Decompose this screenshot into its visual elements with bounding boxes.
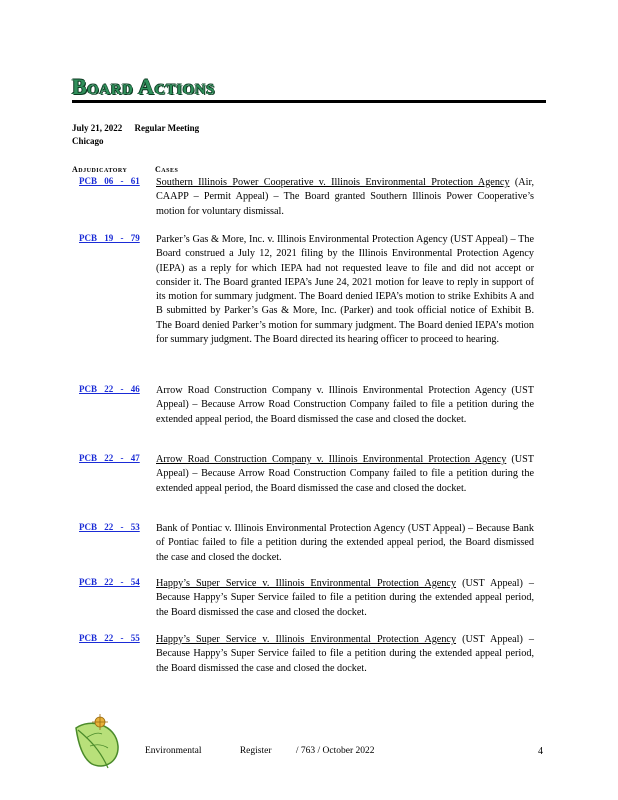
adjudicatory-heading: Adjudicatory [72, 165, 128, 174]
footer-issue: / 763 / October 2022 [295, 746, 375, 756]
footer-publication-name: Environmental [145, 746, 202, 756]
page-number: 4 [538, 746, 543, 757]
meeting-info [72, 122, 199, 148]
title-rule [72, 100, 546, 103]
case-description [156, 522, 534, 565]
case-description [156, 633, 534, 676]
page-title: Board Actions [72, 74, 216, 99]
case-caption: Happy’s Super Service v. Illinois Environmental Protection Agency [156, 578, 457, 589]
case-detail: Parker’s Gas & More, Inc. v. Illinois Environmental Protection Agency (UST Appeal) – The Board construed a July 12, 2021 filing by the Illinois Environmental Protection Agency (IEPA) as a reply for which IEPA had not requested leave to file and did not accept or consider it. The Board granted IEPA’s June 24, 2021 motion for leave to reply in support of its motion for summary judgment. The Board denied IEPA’s motion to strike Exhibits A and B submitted by Parker’s Gas & More, Inc. (Parker) and took official notice of Exhibit B. The Board denied Parker’s motion for summary judgment. The Board denied IEPA’s motion for summary judgment. The Board directed its hearing officer to proceed to hearing. [156, 234, 534, 346]
case-description [156, 233, 534, 347]
meeting-date: July 21, 2022 [72, 123, 123, 133]
case-caption: Happy’s Super Service v. Illinois Environmental Protection Agency [156, 634, 457, 645]
case-description [156, 577, 534, 620]
case-detail: Bank of Pontiac v. Illinois Environmental Protection Agency (UST Appeal) – Because Bank of Pontiac failed to file a petition during the extended appeal period, the Board dismissed the case and closed the docket. [156, 523, 534, 563]
case-caption: Arrow Road Construction Company v. Illinois Environmental Protection Agency [156, 454, 507, 465]
case-number-link[interactable]: PCB 22 - 54 [79, 577, 140, 587]
case-detail: Arrow Road Construction Company v. Illinois Environmental Protection Agency (UST Appeal) – Because Arrow Road Construction Company failed to file a petition during the extended appeal period, the Board dismissed the case and closed the docket. [156, 385, 534, 425]
case-number-link[interactable]: PCB 22 - 47 [79, 453, 140, 463]
case-number-link[interactable]: PCB 06 - 61 [79, 176, 140, 186]
case-number-link[interactable]: PCB 22 - 55 [79, 633, 140, 643]
case-detail: (Air, CAAPP – Permit Appeal) – The Board granted Southern Illinois Power Cooperative’s motion for voluntary dismissal. [156, 177, 534, 217]
leaf-logo-icon [72, 712, 122, 772]
case-detail: (UST Appeal) – Because Happy’s Super Service failed to file a petition during the extended appeal period, the Board dismissed the case and closed the docket. [156, 578, 535, 618]
case-description [156, 176, 534, 219]
case-description [156, 384, 534, 427]
case-number-link[interactable]: PCB 19 - 79 [79, 233, 140, 243]
footer-publication [145, 746, 375, 756]
case-number-link[interactable]: PCB 22 - 46 [79, 384, 140, 394]
footer-register: Register [239, 746, 272, 756]
case-caption: Southern Illinois Power Cooperative v. Illinois Environmental Protection Agency [156, 177, 510, 188]
meeting-location: Chicago [72, 136, 104, 146]
case-description [156, 453, 534, 496]
case-detail: (UST Appeal) – Because Arrow Road Construction Company failed to file a petition during the extended appeal period, the Board dismissed the case and closed the docket. [156, 454, 535, 494]
case-detail: (UST Appeal) – Because Happy’s Super Service failed to file a petition during the extended appeal period, the Board dismissed the case and closed the docket. [156, 634, 535, 674]
cases-heading: Cases [155, 165, 179, 174]
meeting-type: Regular Meeting [134, 123, 200, 133]
case-number-link[interactable]: PCB 22 - 53 [79, 522, 140, 532]
